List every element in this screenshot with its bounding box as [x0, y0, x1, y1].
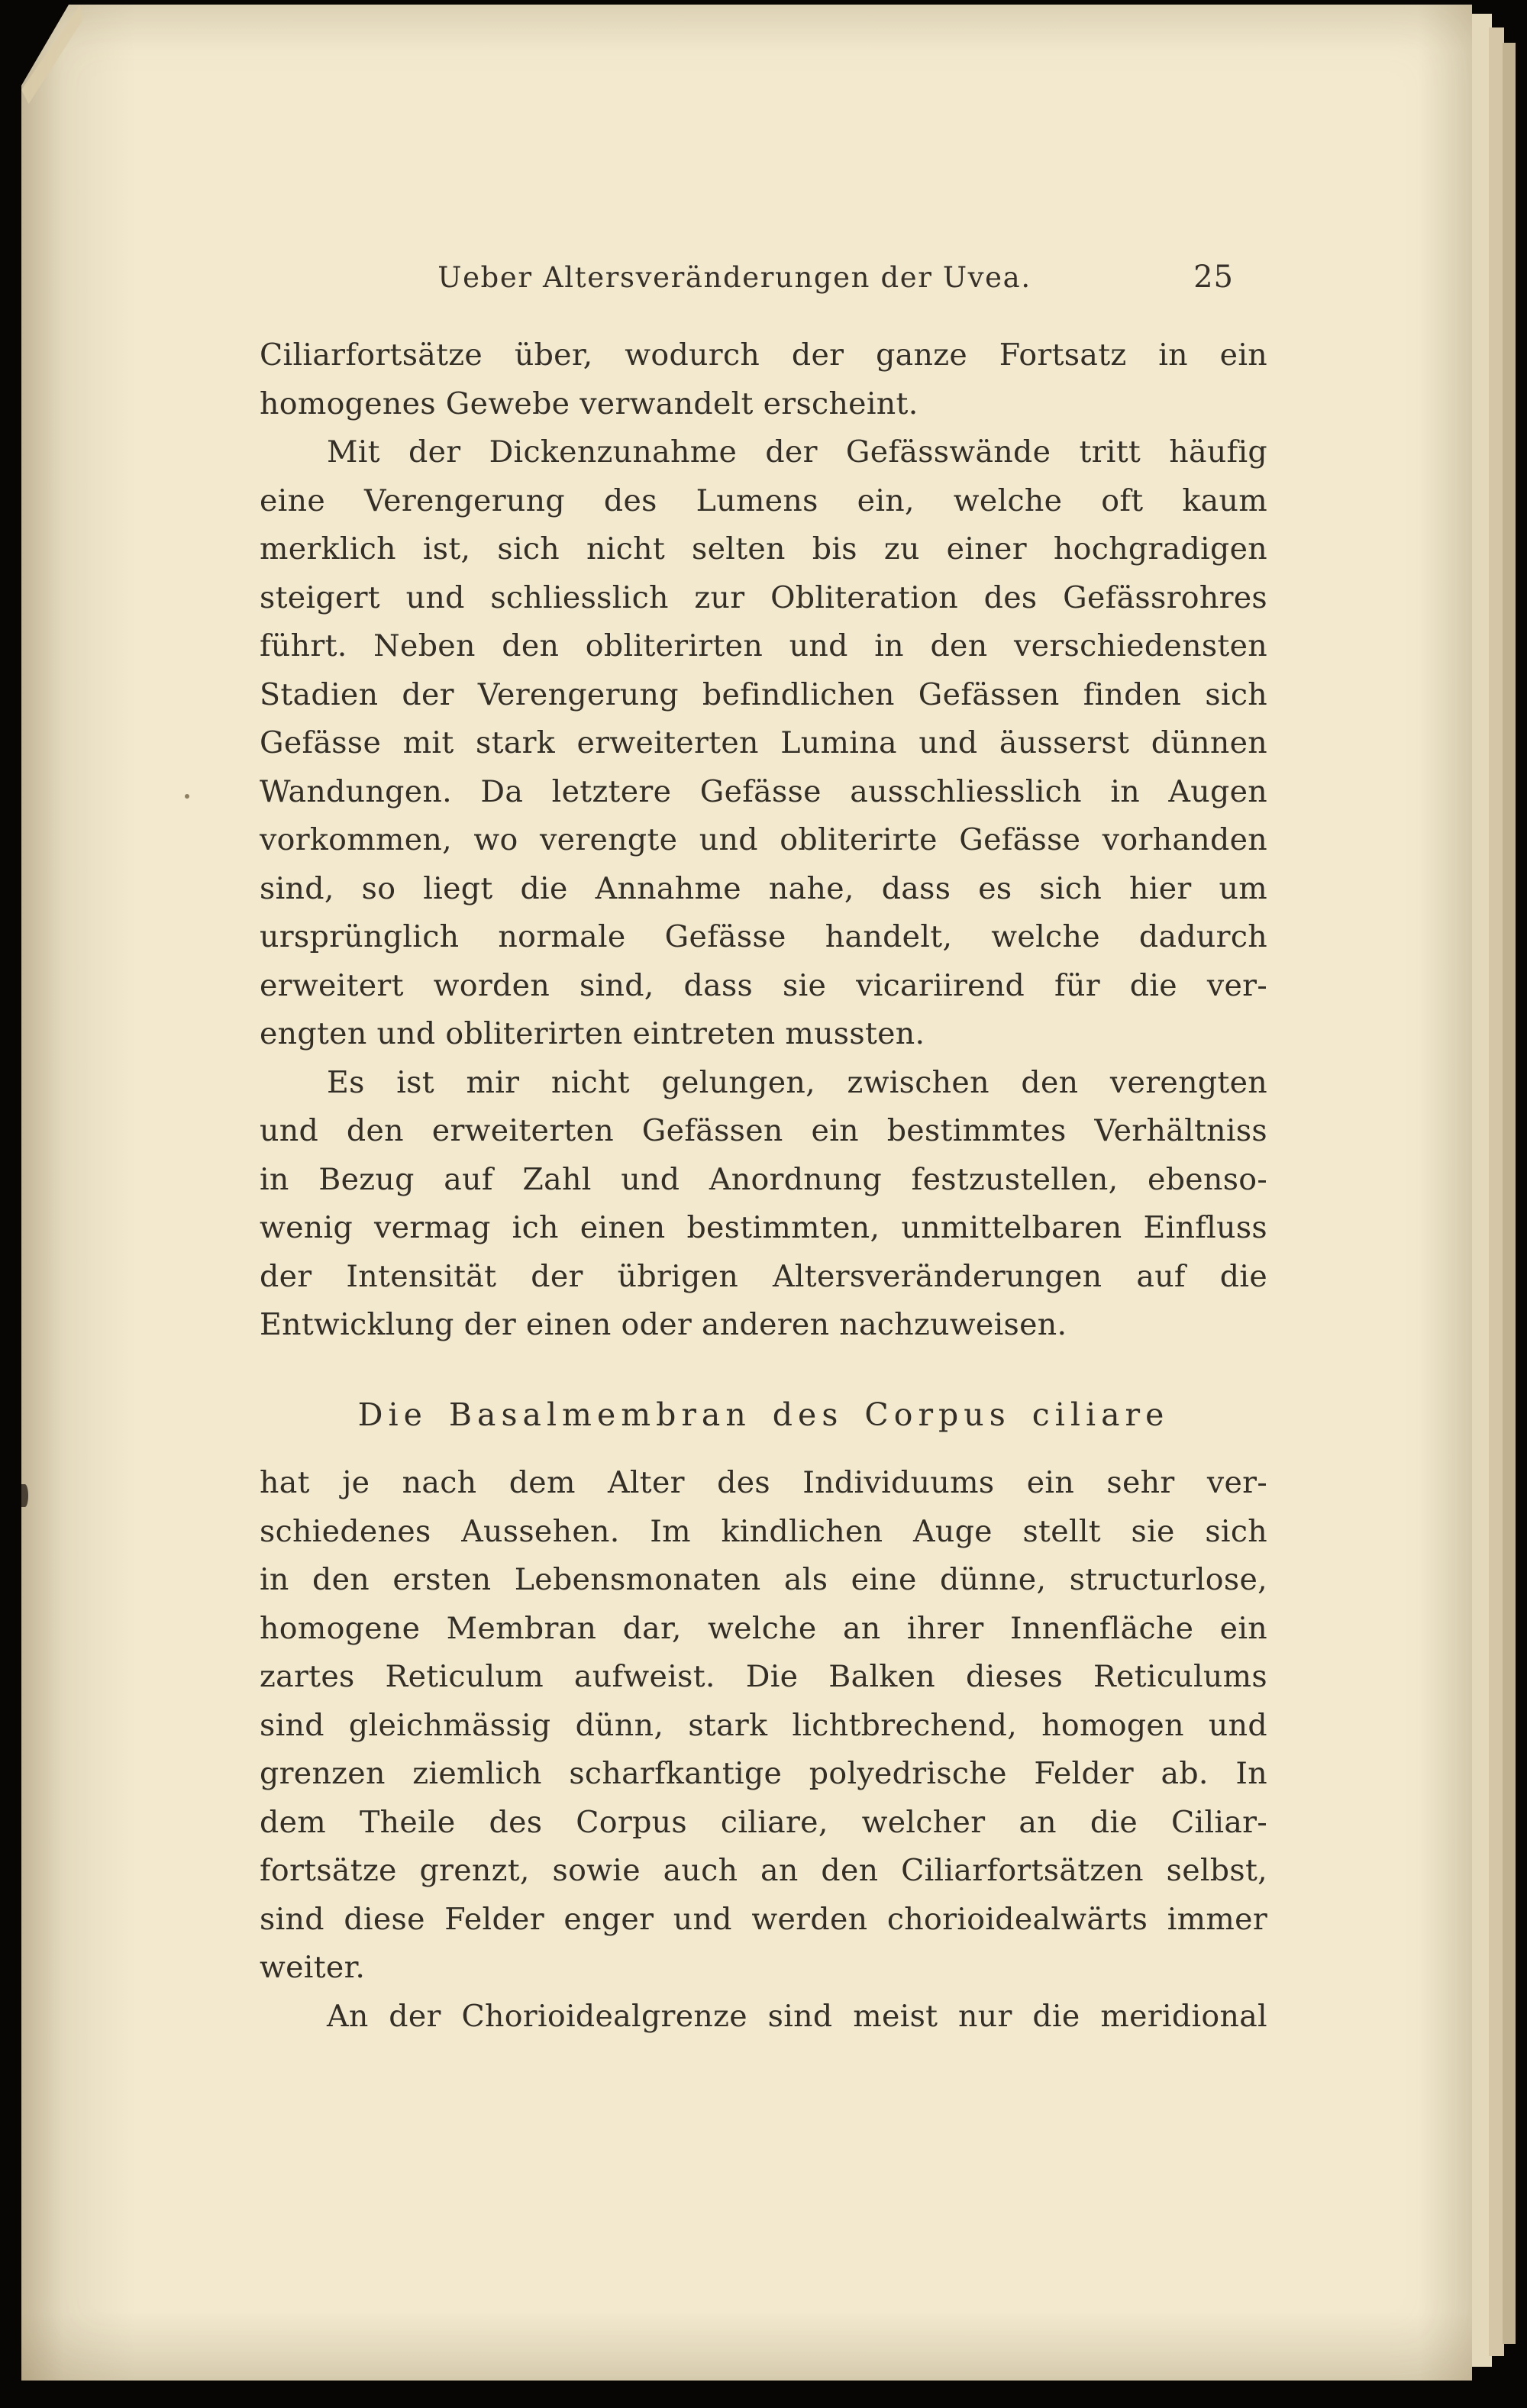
page-stack-edge: [1489, 27, 1504, 2356]
text-line: Wandungen. Da letztere Gefässe ausschliesslich in Augen: [260, 773, 1267, 809]
running-header-title: Ueber Altersveränderungen der Uvea.: [437, 261, 1031, 294]
text-line: Ciliarfortsätze über, wodurch der ganze Fortsatz in ein: [260, 337, 1267, 373]
text-line: eine Verengerung des Lumens ein, welche oft kaum: [260, 483, 1267, 518]
page-stack-edge: [1503, 43, 1516, 2344]
text-line: engten und obliterirten eintreten mussten.: [260, 1016, 925, 1051]
text-line: führt. Neben den obliterirten und in den verschiedensten: [260, 628, 1267, 663]
running-header: [260, 261, 1267, 304]
text-line: und den erweiterten Gefässen ein bestimmtes Verhältniss: [260, 1113, 1267, 1148]
text-line: sind gleichmässig dünn, stark lichtbrechend, homogen und: [260, 1707, 1267, 1743]
book-page: [21, 5, 1472, 2381]
text-line: zartes Reticulum aufweist. Die Balken dieses Reticulums: [260, 1659, 1267, 1694]
scan-artifact: [185, 794, 189, 799]
text-line: ursprünglich normale Gefässe handelt, welche dadurch: [260, 919, 1267, 954]
text-line: grenzen ziemlich scharfkantige polyedrische Felder ab. In: [260, 1756, 1267, 1791]
text-line: Entwicklung der einen oder anderen nachzuweisen.: [260, 1307, 1067, 1342]
text-line: wenig vermag ich einen bestimmten, unmittelbaren Einfluss: [260, 1210, 1267, 1245]
text-line: sind diese Felder enger und werden chorioidealwärts immer: [260, 1901, 1267, 1937]
text-line: dem Theile des Corpus ciliare, welcher an die Ciliar-: [260, 1804, 1267, 1840]
text-line: schiedenes Aussehen. Im kindlichen Auge stellt sie sich: [260, 1513, 1267, 1549]
text-line: An der Chorioidealgrenze sind meist nur die meridional: [327, 1998, 1267, 2034]
page-number: 25: [1193, 260, 1234, 295]
text-line: hat je nach dem Alter des Individuums ein sehr ver-: [260, 1465, 1267, 1500]
text-line: in den ersten Lebensmonaten als eine dünne, structurlose,: [260, 1562, 1267, 1597]
section-heading: Die Basalmembran des Corpus ciliare: [357, 1396, 1170, 1433]
text-line: Stadien der Verengerung befindlichen Gefässen finden sich: [260, 676, 1267, 712]
text-line: sind, so liegt die Annahme nahe, dass es sich hier um: [260, 870, 1267, 906]
text-line: homogene Membran dar, welche an ihrer Innenfläche ein: [260, 1610, 1267, 1646]
text-line: vorkommen, wo verengte und obliterirte Gefässe vorhanden: [260, 822, 1267, 857]
paragraph-1: [260, 331, 1267, 428]
paragraph-5: [260, 1993, 1267, 2042]
text-line: homogenes Gewebe verwandelt erscheint.: [260, 386, 918, 421]
paragraph-2: [260, 428, 1267, 1059]
text-line: der Intensität der übrigen Altersveränderungen auf die: [260, 1258, 1267, 1294]
paragraph-3: [260, 1059, 1267, 1350]
text-line: Mit der Dickenzunahme der Gefässwände tritt häufig: [327, 434, 1267, 470]
text-line: weiter.: [260, 1950, 366, 1985]
text-line: steigert und schliesslich zur Obliteration des Gefässrohres: [260, 579, 1267, 615]
text-line: in Bezug auf Zahl und Anordnung festzustellen, ebenso-: [260, 1161, 1267, 1197]
text-line: Es ist mir nicht gelungen, zwischen den verengten: [327, 1064, 1267, 1100]
text-line: Gefässe mit stark erweiterten Lumina und äusserst dünnen: [260, 725, 1267, 760]
page-body: [260, 331, 1267, 2041]
scan-artifact: [21, 1484, 28, 1507]
text-line: erweitert worden sind, dass sie vicariirend für die ver-: [260, 967, 1267, 1003]
text-line: merklich ist, sich nicht selten bis zu einer hochgradigen: [260, 531, 1267, 566]
text-line: fortsätze grenzt, sowie auch an den Ciliarfortsätzen selbst,: [260, 1853, 1267, 1888]
paragraph-4: [260, 1459, 1267, 1993]
